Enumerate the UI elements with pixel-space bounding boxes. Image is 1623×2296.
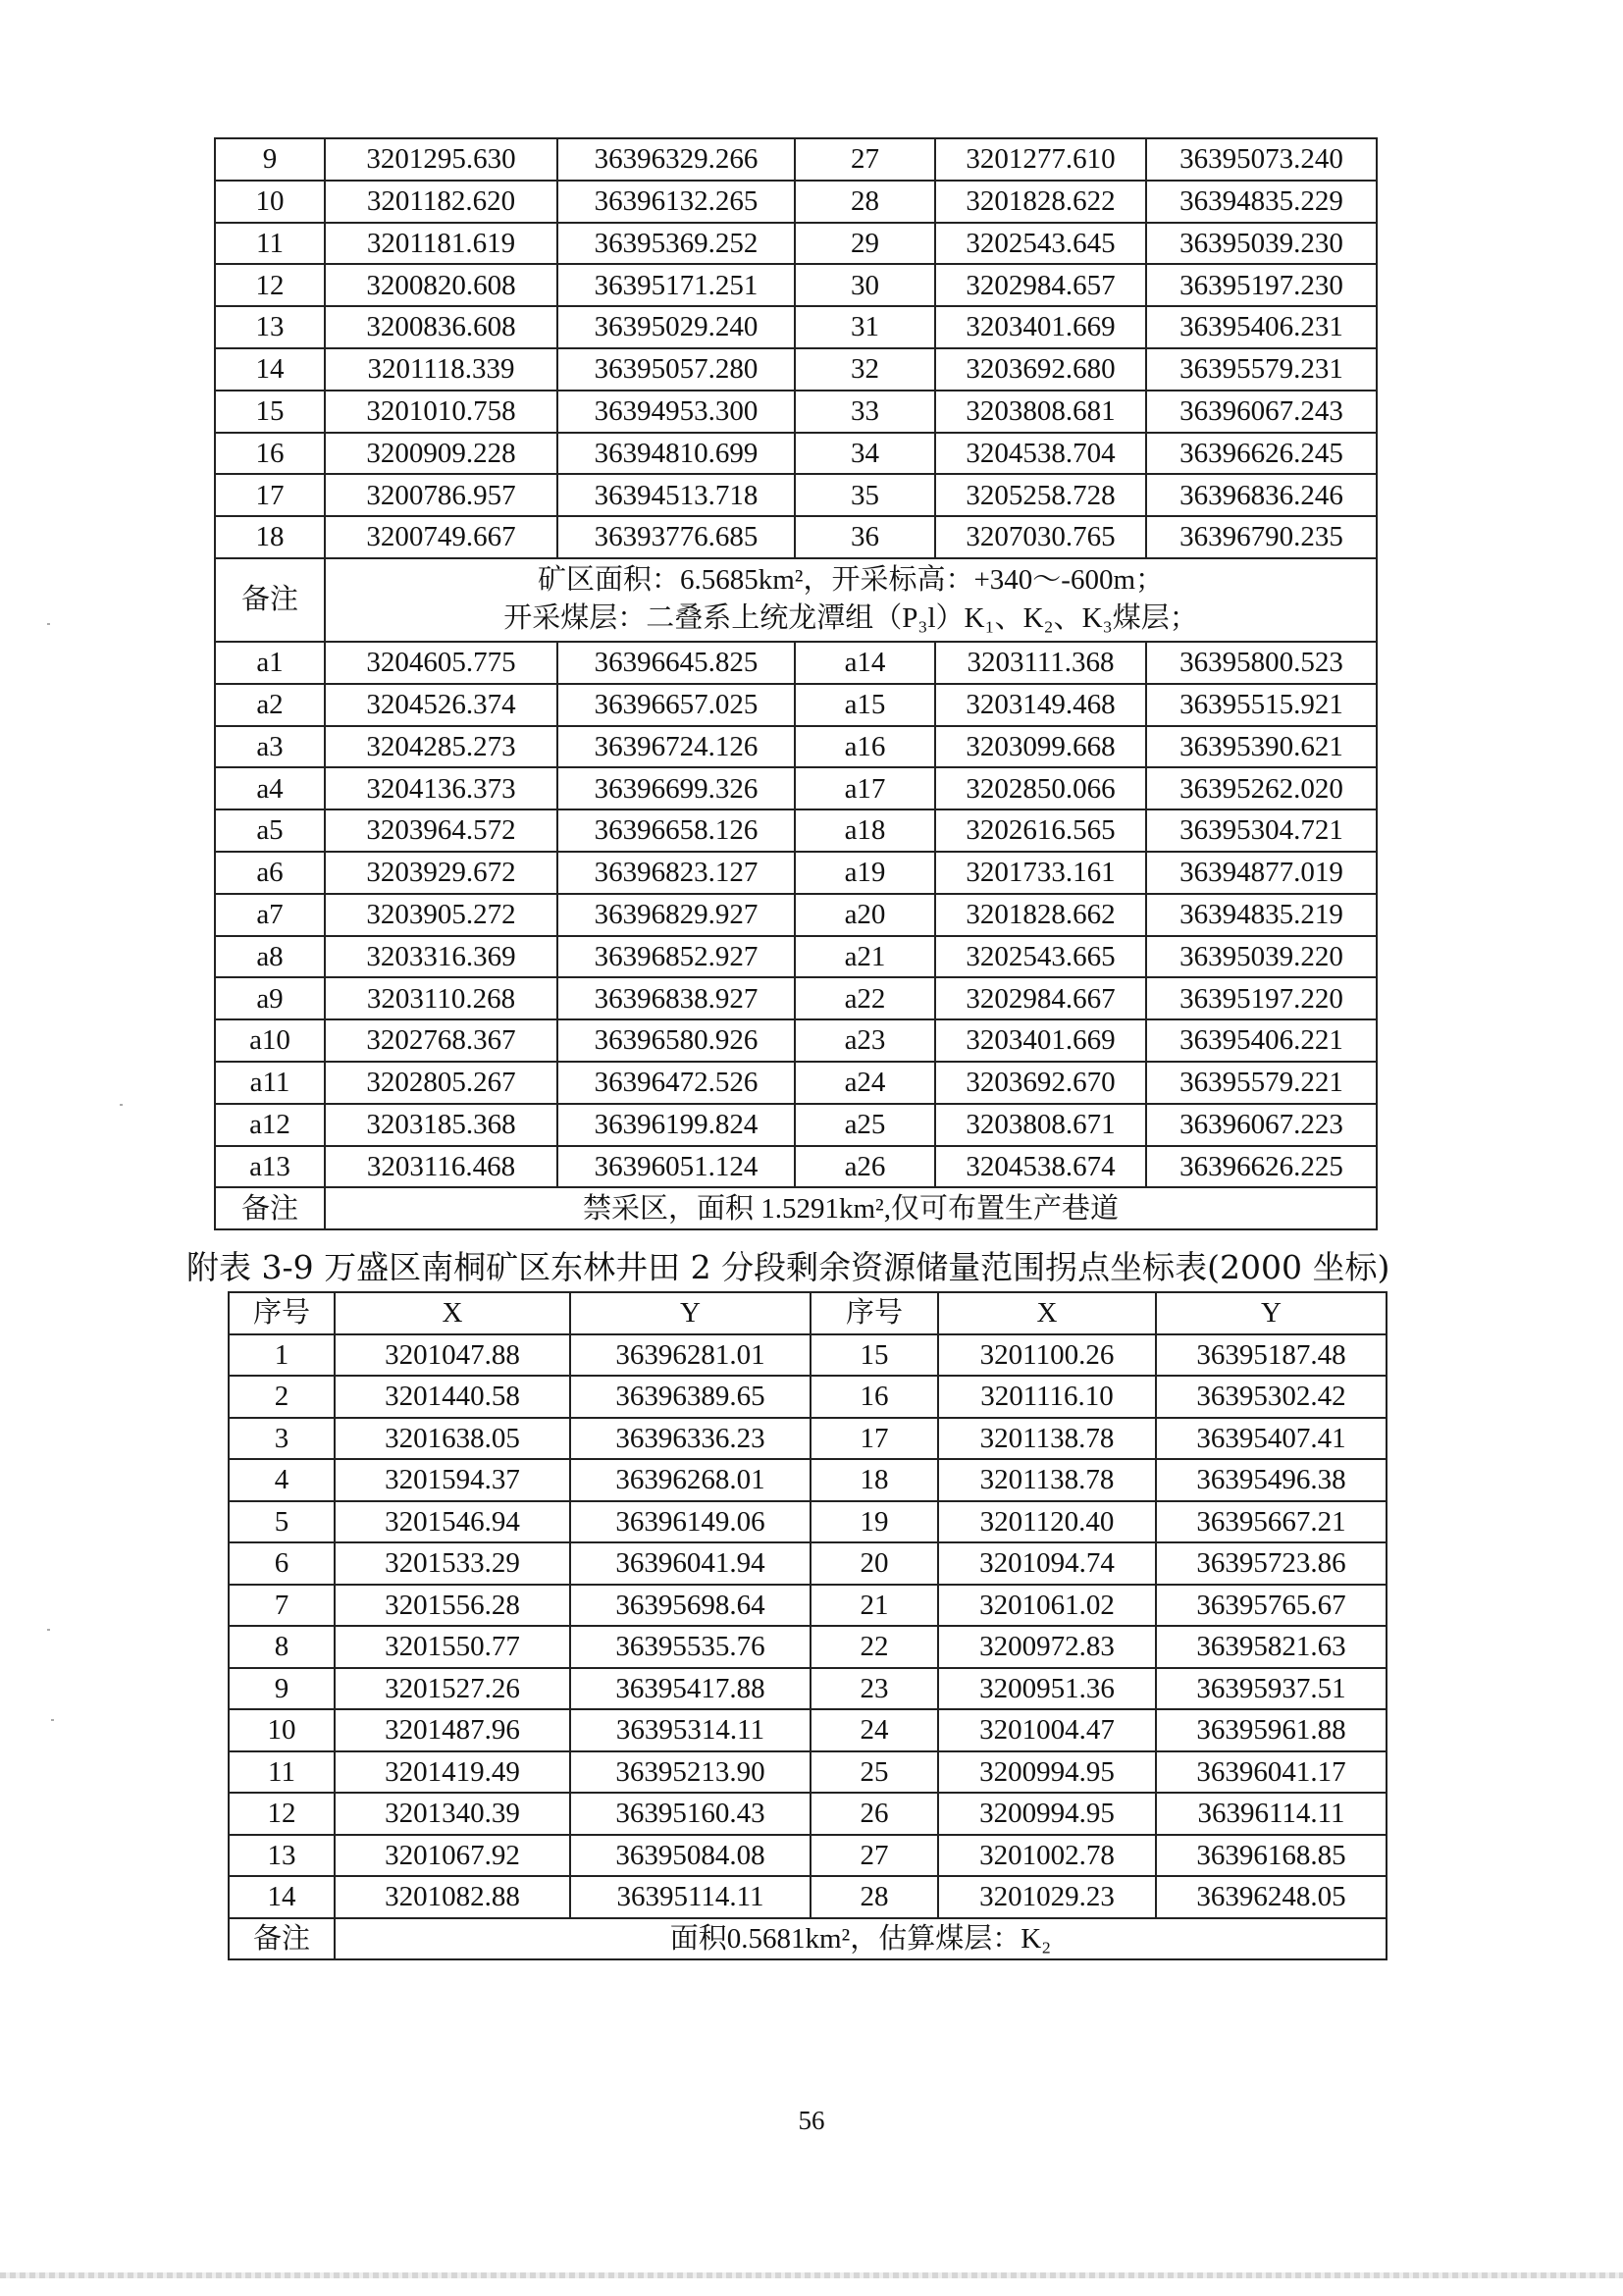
scan-speck: [47, 623, 50, 625]
table-cell: 18: [811, 1459, 938, 1501]
table-cell: a19: [795, 852, 935, 894]
table-cell: 36395073.240: [1146, 138, 1377, 181]
table-cell: 36394810.699: [557, 433, 795, 475]
table-cell: 36396114.11: [1156, 1793, 1387, 1835]
table-cell: 33: [795, 391, 935, 433]
table-cell: 3203929.672: [325, 852, 557, 894]
table-cell: 13: [229, 1835, 335, 1877]
table-cell: 3201181.619: [325, 223, 557, 265]
table-cell: 3201556.28: [335, 1585, 570, 1627]
table-cell: a7: [215, 894, 325, 936]
remark-label: 备注: [229, 1918, 335, 1960]
table-row: [229, 1626, 1387, 1668]
table-cell: 36395197.230: [1146, 264, 1377, 306]
table-cell: a22: [795, 977, 935, 1019]
column-header: 序号: [811, 1292, 938, 1334]
table-cell: 36396051.124: [557, 1146, 795, 1188]
table-cell: 3203149.468: [935, 684, 1146, 726]
table-cell: 8: [229, 1626, 335, 1668]
table-cell: 3200972.83: [938, 1626, 1156, 1668]
table-cell: 3201594.37: [335, 1459, 570, 1501]
table-cell: 3204538.704: [935, 433, 1146, 475]
table-cell: a24: [795, 1062, 935, 1104]
column-header: 序号: [229, 1292, 335, 1334]
table-cell: 3201100.26: [938, 1334, 1156, 1377]
table-cell: 3201067.92: [335, 1835, 570, 1877]
table-cell: 36396829.927: [557, 894, 795, 936]
table-cell: 3201138.78: [938, 1459, 1156, 1501]
table-cell: 36395039.230: [1146, 223, 1377, 265]
table-cell: 3202616.565: [935, 809, 1146, 852]
header-row: [229, 1292, 1387, 1334]
table-cell: 36395369.252: [557, 223, 795, 265]
table-row: [215, 936, 1377, 978]
table-cell: 36396281.01: [570, 1334, 811, 1377]
table-cell: a11: [215, 1062, 325, 1104]
table-cell: 36395723.86: [1156, 1542, 1387, 1585]
table-cell: 3201419.49: [335, 1751, 570, 1794]
table-cell: 36395187.48: [1156, 1334, 1387, 1377]
table-cell: 1: [229, 1334, 335, 1377]
table-cell: 36396657.025: [557, 684, 795, 726]
table-cell: a3: [215, 726, 325, 768]
table-cell: 36395160.43: [570, 1793, 811, 1835]
table-2-remark-section: [229, 1918, 1387, 1960]
table-cell: 3204605.775: [325, 642, 557, 684]
table-cell: 3201828.662: [935, 894, 1146, 936]
table-cell: 15: [811, 1334, 938, 1377]
table-row: [215, 181, 1377, 223]
table-cell: 3204136.373: [325, 767, 557, 809]
table-cell: 3201277.610: [935, 138, 1146, 181]
table-cell: 36395535.76: [570, 1626, 811, 1668]
table-cell: 28: [795, 181, 935, 223]
table-cell: 36396168.85: [1156, 1835, 1387, 1877]
table-cell: 36396149.06: [570, 1501, 811, 1543]
table-row: [229, 1459, 1387, 1501]
table-cell: 3202984.657: [935, 264, 1146, 306]
table-cell: 24: [811, 1709, 938, 1751]
table-cell: 36395496.38: [1156, 1459, 1387, 1501]
column-header: Y: [570, 1292, 811, 1334]
table-cell: 36396645.825: [557, 642, 795, 684]
table-cell: 3203110.268: [325, 977, 557, 1019]
table-row: [215, 474, 1377, 516]
table-cell: 36395579.221: [1146, 1062, 1377, 1104]
table-cell: 3201546.94: [335, 1501, 570, 1543]
table-cell: 36396389.65: [570, 1376, 811, 1418]
table-cell: 15: [215, 391, 325, 433]
remark-label: 备注: [215, 1187, 325, 1229]
table-cell: 36396626.225: [1146, 1146, 1377, 1188]
table-cell: 36395406.221: [1146, 1019, 1377, 1062]
table-cell: 36394513.718: [557, 474, 795, 516]
table-cell: 29: [795, 223, 935, 265]
table-cell: 12: [215, 264, 325, 306]
table-cell: 36396658.126: [557, 809, 795, 852]
table-cell: 36396724.126: [557, 726, 795, 768]
table-cell: 36395390.621: [1146, 726, 1377, 768]
table-cell: a5: [215, 809, 325, 852]
table-cell: 3201440.58: [335, 1376, 570, 1418]
table-cell: 36395114.11: [570, 1876, 811, 1918]
table-cell: 36395171.251: [557, 264, 795, 306]
table-cell: a9: [215, 977, 325, 1019]
table-cell: 36396838.927: [557, 977, 795, 1019]
table-cell: a4: [215, 767, 325, 809]
table-cell: 3201138.78: [938, 1418, 1156, 1460]
table-cell: 36396580.926: [557, 1019, 795, 1062]
table-cell: 36395314.11: [570, 1709, 811, 1751]
table-cell: 36394835.219: [1146, 894, 1377, 936]
table-cell: 3203808.681: [935, 391, 1146, 433]
table-cell: 36396248.05: [1156, 1876, 1387, 1918]
table-cell: 3200820.608: [325, 264, 557, 306]
table-cell: 32: [795, 348, 935, 391]
table-row: [229, 1418, 1387, 1460]
table-row: [215, 977, 1377, 1019]
table-cell: 3207030.765: [935, 516, 1146, 558]
table-cell: 36395698.64: [570, 1585, 811, 1627]
table-cell: 11: [229, 1751, 335, 1794]
table-row: [229, 1709, 1387, 1751]
table-cell: 36393776.685: [557, 516, 795, 558]
table-row: [229, 1542, 1387, 1585]
table-row: [229, 1835, 1387, 1877]
table-cell: 23: [811, 1668, 938, 1710]
table-cell: 3201182.620: [325, 181, 557, 223]
table-cell: 3201004.47: [938, 1709, 1156, 1751]
table-cell: 3201527.26: [335, 1668, 570, 1710]
table-cell: a16: [795, 726, 935, 768]
table-row: [215, 433, 1377, 475]
table-cell: 17: [811, 1418, 938, 1460]
table-cell: 3204538.674: [935, 1146, 1146, 1188]
table-cell: 3201047.88: [335, 1334, 570, 1377]
scan-speck: [47, 1629, 50, 1631]
column-header: X: [335, 1292, 570, 1334]
table-cell: 3200786.957: [325, 474, 557, 516]
table-cell: 36395406.231: [1146, 306, 1377, 348]
table-cell: 3201550.77: [335, 1626, 570, 1668]
table-cell: 3205258.728: [935, 474, 1146, 516]
table-cell: 35: [795, 474, 935, 516]
table-cell: 3201828.622: [935, 181, 1146, 223]
table-cell: a10: [215, 1019, 325, 1062]
table-cell: 3201533.29: [335, 1542, 570, 1585]
column-header: X: [938, 1292, 1156, 1334]
table-cell: 36: [795, 516, 935, 558]
table-cell: 3201120.40: [938, 1501, 1156, 1543]
table-cell: 36396067.243: [1146, 391, 1377, 433]
coordinate-table-1: [214, 137, 1378, 1230]
table-cell: a26: [795, 1146, 935, 1188]
table-cell: a21: [795, 936, 935, 978]
table-cell: 16: [811, 1376, 938, 1418]
table-cell: 36396626.245: [1146, 433, 1377, 475]
table-cell: 3201010.758: [325, 391, 557, 433]
table-cell: 27: [795, 138, 935, 181]
remark-cell: [325, 558, 1377, 642]
table-row: [215, 1187, 1377, 1229]
table-cell: 36396836.246: [1146, 474, 1377, 516]
table-2-header: [229, 1292, 1387, 1334]
table-cell: 36395302.42: [1156, 1376, 1387, 1418]
table-cell: a1: [215, 642, 325, 684]
table-row: [215, 1062, 1377, 1104]
table-row: [215, 894, 1377, 936]
table-cell: 27: [811, 1835, 938, 1877]
table-cell: 3203905.272: [325, 894, 557, 936]
table-cell: 3201116.10: [938, 1376, 1156, 1418]
table-cell: a18: [795, 809, 935, 852]
table-cell: 13: [215, 306, 325, 348]
table-cell: 36396336.23: [570, 1418, 811, 1460]
table-cell: 3201002.78: [938, 1835, 1156, 1877]
table-row: [215, 264, 1377, 306]
table-row: [229, 1501, 1387, 1543]
table-cell: 17: [215, 474, 325, 516]
table-cell: 3200836.608: [325, 306, 557, 348]
table-1-body-a: [215, 138, 1377, 558]
table-row: [215, 558, 1377, 642]
table-cell: a25: [795, 1104, 935, 1146]
table-cell: a23: [795, 1019, 935, 1062]
table-cell: 31: [795, 306, 935, 348]
table-row: [215, 684, 1377, 726]
table-cell: 36395197.220: [1146, 977, 1377, 1019]
table-cell: 36396199.824: [557, 1104, 795, 1146]
table-cell: 3203692.670: [935, 1062, 1146, 1104]
scan-edge-line: [0, 2272, 1623, 2278]
table-cell: 3201118.339: [325, 348, 557, 391]
table-cell: 34: [795, 433, 935, 475]
table-cell: 3201487.96: [335, 1709, 570, 1751]
remark-text-line-1: 矿区面积：6.5685km²，开采标高：+340～-600m；: [537, 564, 1165, 597]
table-cell: 3202543.645: [935, 223, 1146, 265]
table-cell: 3202984.667: [935, 977, 1146, 1019]
table-cell: 36395213.90: [570, 1751, 811, 1794]
table-cell: 36395039.220: [1146, 936, 1377, 978]
remark-text-line-2: 开采煤层：二叠系上统龙潭组（P₃l）K₁、K₂、K₃煤层；: [503, 602, 1198, 635]
table-cell: 36396041.94: [570, 1542, 811, 1585]
table-row: [215, 767, 1377, 809]
table-row: [229, 1376, 1387, 1418]
table-row: [215, 1019, 1377, 1062]
table-cell: 3200994.95: [938, 1751, 1156, 1794]
table-cell: a20: [795, 894, 935, 936]
table-row: [215, 391, 1377, 433]
table-row: [229, 1668, 1387, 1710]
table-1-remark-section-2: [215, 1187, 1377, 1229]
table-cell: 3203808.671: [935, 1104, 1146, 1146]
table-row: [215, 138, 1377, 181]
table-cell: 10: [229, 1709, 335, 1751]
table-row: [215, 1104, 1377, 1146]
table-caption: 附表 3-9 万盛区南桐矿区东林井田 2 分段剩余资源储量范围拐点坐标表(2000 坐标): [186, 1248, 1390, 1286]
table-row: [229, 1918, 1387, 1960]
table-cell: 30: [795, 264, 935, 306]
scan-speck: [120, 1104, 123, 1106]
table-cell: 36395407.41: [1156, 1418, 1387, 1460]
table-1-body-b: [215, 642, 1377, 1187]
table-row: [215, 306, 1377, 348]
table-cell: 9: [215, 138, 325, 181]
table-cell: 36396329.266: [557, 138, 795, 181]
table-cell: 3201295.630: [325, 138, 557, 181]
table-cell: a2: [215, 684, 325, 726]
table-cell: 2: [229, 1376, 335, 1418]
table-cell: 36395084.08: [570, 1835, 811, 1877]
table-cell: 3200951.36: [938, 1668, 1156, 1710]
table-cell: 3202850.066: [935, 767, 1146, 809]
table-cell: 36396790.235: [1146, 516, 1377, 558]
table-cell: 3201082.88: [335, 1876, 570, 1918]
table-cell: 36396699.326: [557, 767, 795, 809]
table-cell: a14: [795, 642, 935, 684]
table-cell: 36396268.01: [570, 1459, 811, 1501]
table-cell: 36395765.67: [1156, 1585, 1387, 1627]
table-cell: 3204526.374: [325, 684, 557, 726]
table-row: [229, 1585, 1387, 1627]
table-cell: 36395057.280: [557, 348, 795, 391]
table-cell: 3202543.665: [935, 936, 1146, 978]
table-cell: a13: [215, 1146, 325, 1188]
table-cell: 3203692.680: [935, 348, 1146, 391]
table-cell: 3203316.369: [325, 936, 557, 978]
table-cell: 3201733.161: [935, 852, 1146, 894]
table-cell: 36395304.721: [1146, 809, 1377, 852]
table-cell: 36394877.019: [1146, 852, 1377, 894]
table-cell: 4: [229, 1459, 335, 1501]
table-cell: 36396823.127: [557, 852, 795, 894]
remark-label: 备注: [215, 558, 325, 642]
table-cell: 22: [811, 1626, 938, 1668]
table-cell: 36395029.240: [557, 306, 795, 348]
table-row: [215, 223, 1377, 265]
table-row: [215, 809, 1377, 852]
table-cell: a15: [795, 684, 935, 726]
table-cell: 36395821.63: [1156, 1626, 1387, 1668]
table-row: [215, 642, 1377, 684]
table-cell: 16: [215, 433, 325, 475]
table-cell: 25: [811, 1751, 938, 1794]
table-cell: 3203401.669: [935, 1019, 1146, 1062]
table-cell: 7: [229, 1585, 335, 1627]
table-cell: 28: [811, 1876, 938, 1918]
table-cell: 12: [229, 1793, 335, 1835]
table-cell: 36395800.523: [1146, 642, 1377, 684]
table-row: [215, 1146, 1377, 1188]
table-cell: 9: [229, 1668, 335, 1710]
table-cell: 36395417.88: [570, 1668, 811, 1710]
table-row: [229, 1334, 1387, 1377]
table-cell: 3: [229, 1418, 335, 1460]
table-cell: 36396132.265: [557, 181, 795, 223]
table-cell: 11: [215, 223, 325, 265]
table-cell: 3201638.05: [335, 1418, 570, 1460]
table-cell: 3202805.267: [325, 1062, 557, 1104]
table-cell: 6: [229, 1542, 335, 1585]
remark-text: 禁采区，面积 1.5291km²,仅可布置生产巷道: [325, 1187, 1377, 1229]
table-row: [229, 1876, 1387, 1918]
table-cell: 36396041.17: [1156, 1751, 1387, 1794]
table-cell: 3201061.02: [938, 1585, 1156, 1627]
table-cell: 3203185.368: [325, 1104, 557, 1146]
table-row: [215, 852, 1377, 894]
table-row: [229, 1751, 1387, 1794]
table-row: [215, 726, 1377, 768]
table-cell: 36396472.526: [557, 1062, 795, 1104]
table-cell: 36395667.21: [1156, 1501, 1387, 1543]
table-cell: 36395262.020: [1146, 767, 1377, 809]
table-cell: 36396067.223: [1146, 1104, 1377, 1146]
table-cell: 3203116.468: [325, 1146, 557, 1188]
table-cell: 36395937.51: [1156, 1668, 1387, 1710]
table-cell: 3200909.228: [325, 433, 557, 475]
page-number: 56: [798, 2106, 825, 2135]
table-cell: 36394953.300: [557, 391, 795, 433]
table-row: [215, 348, 1377, 391]
table-cell: 3200994.95: [938, 1793, 1156, 1835]
table-cell: a6: [215, 852, 325, 894]
scan-speck: [51, 1719, 54, 1721]
table-cell: 36395961.88: [1156, 1709, 1387, 1751]
table-2-body: [229, 1334, 1387, 1918]
table-cell: 3201340.39: [335, 1793, 570, 1835]
table-cell: 36395515.921: [1146, 684, 1377, 726]
table-cell: a17: [795, 767, 935, 809]
table-cell: a8: [215, 936, 325, 978]
table-row: [215, 516, 1377, 558]
remark-text: 面积0.5681km²，估算煤层：K₂: [335, 1918, 1387, 1960]
table-cell: 26: [811, 1793, 938, 1835]
table-cell: 14: [215, 348, 325, 391]
table-cell: 3201029.23: [938, 1876, 1156, 1918]
table-cell: 14: [229, 1876, 335, 1918]
table-cell: 3204285.273: [325, 726, 557, 768]
table-cell: 5: [229, 1501, 335, 1543]
table-cell: 3203099.668: [935, 726, 1146, 768]
table-cell: 3203964.572: [325, 809, 557, 852]
table-cell: 3200749.667: [325, 516, 557, 558]
table-1-remark-section: [215, 558, 1377, 642]
table-cell: 3202768.367: [325, 1019, 557, 1062]
table-cell: 36395579.231: [1146, 348, 1377, 391]
table-cell: 3201094.74: [938, 1542, 1156, 1585]
table-cell: a12: [215, 1104, 325, 1146]
column-header: Y: [1156, 1292, 1387, 1334]
table-cell: 20: [811, 1542, 938, 1585]
table-cell: 36396852.927: [557, 936, 795, 978]
table-cell: 18: [215, 516, 325, 558]
table-cell: 10: [215, 181, 325, 223]
table-row: [229, 1793, 1387, 1835]
table-cell: 19: [811, 1501, 938, 1543]
table-cell: 36394835.229: [1146, 181, 1377, 223]
coordinate-table-2: [228, 1291, 1387, 1960]
table-cell: 3203111.368: [935, 642, 1146, 684]
table-cell: 21: [811, 1585, 938, 1627]
table-cell: 3203401.669: [935, 306, 1146, 348]
